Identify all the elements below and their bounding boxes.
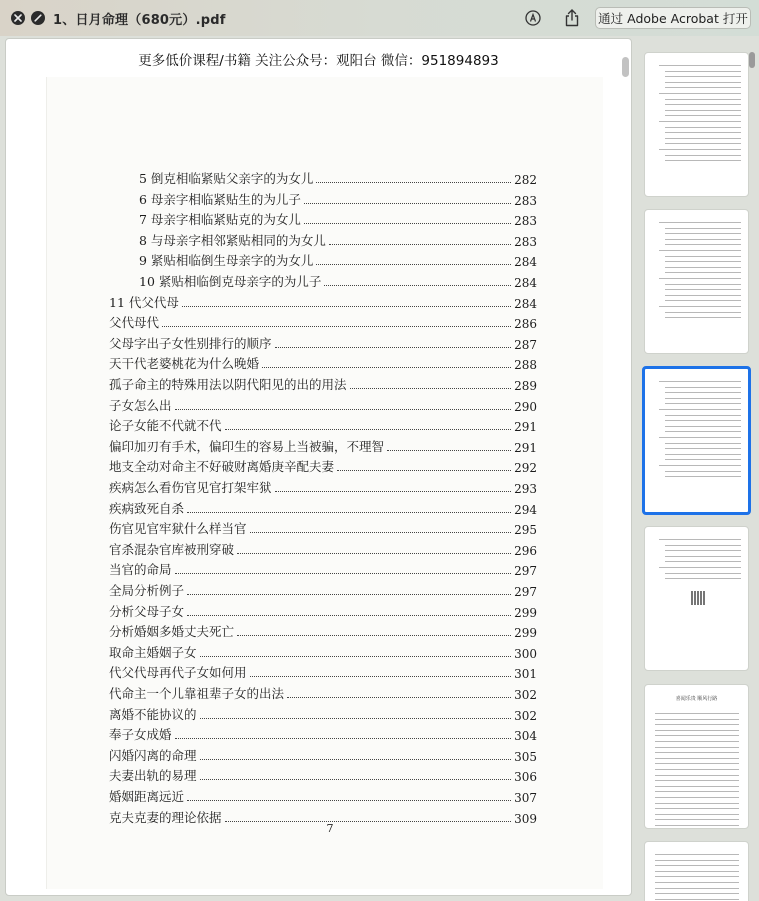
- toc-entry-page: 293: [514, 482, 537, 496]
- thumbnail-text-line: [665, 550, 741, 551]
- thumbnail-text-line: [665, 104, 741, 105]
- thumbnail-text-line: [665, 454, 741, 455]
- toc-leader-dots: [200, 779, 512, 780]
- thumbnail-text-line: [655, 780, 739, 781]
- toc-entry-label: 克夫克妻的理论依据: [109, 809, 222, 825]
- title-bar: [0, 0, 759, 36]
- toc-leader-dots: [175, 573, 512, 574]
- thumbnail-text-line: [665, 87, 741, 88]
- thumbnail-text-line: [655, 763, 739, 764]
- thumbnail-text-line: [665, 289, 741, 290]
- toc-entry-page: 295: [514, 523, 537, 538]
- toc-entry-label: 11 代父代母: [109, 294, 179, 310]
- thumbnail-text-line: [665, 578, 741, 579]
- thumbnail-text-line: [665, 272, 741, 273]
- page-thumbnail-4[interactable]: [644, 526, 749, 671]
- toc-entry-page: 283: [514, 193, 537, 208]
- toc-entry-page: 297: [514, 585, 537, 599]
- page-header: 更多低价课程/书籍 关注公众号：观阳台 微信：951894893: [138, 53, 499, 69]
- toc-entry-page: 284: [514, 255, 537, 270]
- toc-leader-dots: [324, 285, 511, 286]
- thumbnail-text-line: [655, 730, 739, 731]
- toc-entry-page: 282: [514, 173, 537, 187]
- toc-entry-page: 296: [514, 543, 537, 558]
- scanned-page: [46, 77, 603, 889]
- thumbnail-text-line: [659, 381, 741, 382]
- toc-entry-label: 父代母代: [109, 315, 160, 331]
- thumbnail-text-line: [655, 814, 739, 815]
- thumbnail-text-line: [659, 65, 741, 66]
- toc-leader-dots: [187, 512, 511, 513]
- thumbnail-text-line: [655, 713, 739, 714]
- open-in-acrobat-button[interactable]: 通过 Adobe Acrobat 打开: [595, 7, 751, 29]
- thumbnail-text-line: [655, 825, 739, 826]
- toc-leader-dots: [225, 429, 512, 430]
- thumbnail-text-line: [665, 115, 741, 116]
- toc-entry-label: 6 母亲字相临紧贴生的为儿子: [139, 191, 301, 207]
- thumbnail-text-line: [655, 724, 739, 725]
- thumbnail-text-line: [655, 893, 739, 894]
- thumbnail-text-line: [655, 747, 739, 748]
- toc-entry: [109, 620, 537, 640]
- toc-entry-label: 闪婚闪离的命理: [109, 747, 197, 763]
- thumbnail-text-line: [655, 803, 739, 804]
- toc-entry-label: 伤官见官牢狱什么样当官: [109, 521, 247, 537]
- thumbnail-text-line: [659, 306, 741, 307]
- toc-leader-dots: [316, 182, 511, 183]
- thumbnail-text-line: [665, 99, 741, 100]
- thumbnail-text-line: [665, 556, 741, 557]
- toc-entry-label: 8 与母亲字相邻紧贴相同的为女儿: [139, 232, 326, 248]
- toc-entry-label: 7 母亲字相临紧贴克的为女儿: [139, 212, 301, 228]
- thumbnail-text-line: [655, 752, 739, 753]
- toc-entry-page: 291: [514, 420, 537, 435]
- thumbnail-text-line: [659, 222, 741, 223]
- toc-leader-dots: [237, 553, 511, 554]
- thumbnail-text-line: [665, 392, 741, 393]
- page-thumbnail-3[interactable]: [642, 366, 751, 515]
- thumbnail-text-line: [665, 155, 741, 156]
- toc-entry-page: 300: [514, 646, 537, 661]
- page-thumbnail-1[interactable]: [644, 52, 749, 197]
- thumbnail-text-line: [665, 448, 741, 449]
- page-thumbnail-6[interactable]: [644, 841, 749, 901]
- thumbnail-text-line: [655, 791, 739, 792]
- thumbnail-text-line: [665, 300, 741, 301]
- toc-entry-label: 当官的命局: [109, 562, 172, 578]
- thumbnail-text-line: [655, 882, 739, 883]
- thumbnail-text-line: [665, 312, 741, 313]
- thumbnail-text-line: [665, 459, 741, 460]
- thumbnail-text-line: [655, 797, 739, 798]
- toc-entry: [109, 332, 537, 352]
- toc-entry-label: 5 倒克相临紧贴父亲字的为女儿: [139, 171, 314, 186]
- toc-leader-dots: [250, 676, 512, 677]
- sidebar-scrollbar[interactable]: [749, 52, 755, 68]
- toc-entry: [109, 579, 537, 599]
- thumbnail-text-line: [655, 808, 739, 809]
- toc-entry-label: 地支全动对命主不好破财离婚庚辛配夫妻: [109, 459, 335, 475]
- toc-entry-page: 283: [514, 234, 537, 249]
- toc-leader-dots: [187, 800, 511, 801]
- thumbnail-text-line: [655, 769, 739, 770]
- toc-entry-page: 292: [514, 461, 537, 476]
- thumbnail-text-line: [659, 278, 741, 279]
- thumbnail-text-line: [659, 93, 741, 94]
- toc-entry-page: 294: [514, 502, 537, 517]
- thumbnail-text-line: [665, 415, 741, 416]
- toc-entry: [109, 311, 537, 331]
- close-icon[interactable]: [11, 11, 25, 25]
- thumbnail-text-line: [665, 261, 741, 262]
- toc-entry-page: 286: [514, 317, 537, 332]
- thumbnail-text-line: [665, 387, 741, 388]
- toc-leader-dots: [329, 244, 511, 245]
- toc-entry-label: 婚姻距离远近: [109, 789, 185, 804]
- page-number: 7: [326, 822, 334, 835]
- toc-entry: [109, 785, 537, 805]
- thumbnail-text-line: [655, 899, 739, 900]
- toc-entry-label: 疾病怎么看伤官见官打架牢狱: [109, 480, 272, 495]
- toc-leader-dots: [275, 491, 512, 492]
- toc-entry-label: 奉子女成婚: [109, 727, 172, 743]
- thumbnail-text-line: [659, 539, 741, 540]
- thumbnail-text-line: [659, 437, 741, 438]
- toc-leader-dots: [200, 656, 512, 657]
- thumbnail-text-line: [665, 244, 741, 245]
- thumbnail-text-line: [665, 443, 741, 444]
- toc-entry-page: 299: [514, 605, 537, 620]
- toc-entry-label: 疾病致死自杀: [109, 500, 185, 516]
- thumbnail-text-line: [655, 819, 739, 820]
- thumbnail-text-line: [665, 295, 741, 296]
- toc-entry: [109, 476, 537, 496]
- toc-entry-label: 论子女能不代就不代: [109, 418, 222, 434]
- toc-entry-page: 307: [514, 791, 537, 805]
- window-title: 1、日月命理（680元）.pdf: [53, 13, 226, 28]
- toc-leader-dots: [250, 532, 512, 533]
- toc-entry-page: 302: [514, 688, 537, 702]
- qr-code-icon: [691, 591, 705, 605]
- toc-entry-label: 子女怎么出: [109, 397, 172, 413]
- toc-entry: [109, 394, 537, 414]
- thumbnail-text-line: [665, 143, 741, 144]
- page-thumbnail-2[interactable]: [644, 209, 749, 354]
- document-viewer[interactable]: [5, 38, 632, 896]
- toc-entry: [109, 455, 537, 475]
- thumbnail-text-line: [665, 420, 741, 421]
- toc-entry-label: 父母字出子女性别排行的顺序: [109, 335, 272, 351]
- thumbnail-text-line: [655, 876, 739, 877]
- toc-entry: [109, 352, 537, 372]
- thumbnail-text-line: [665, 476, 741, 477]
- thumbnail-text-line: [665, 71, 741, 72]
- thumbnail-text-line: [655, 741, 739, 742]
- thumbnail-sidebar: [636, 38, 759, 901]
- toc-entry: [109, 435, 537, 455]
- toc-entry: [109, 744, 537, 764]
- thumbnail-text-line: [665, 267, 741, 268]
- toc-entry: [109, 517, 537, 537]
- thumbnail-text-line: [655, 871, 739, 872]
- toc-entry: [109, 723, 537, 743]
- thumbnail-text-line: [665, 233, 741, 234]
- toc-entry: [109, 641, 537, 661]
- toc-entry: [139, 167, 537, 187]
- thumbnail-text-line: [665, 471, 741, 472]
- minimize-icon[interactable]: [31, 11, 45, 25]
- thumbnail-text-line: [665, 228, 741, 229]
- toc-entry-page: 309: [514, 811, 537, 826]
- toc-leader-dots: [304, 203, 511, 204]
- toc-entry-label: 分析婚姻多婚丈夫死亡: [109, 624, 235, 640]
- toc-entry-page: 302: [514, 708, 537, 723]
- thumbnail-text-line: [665, 127, 741, 128]
- toc-leader-dots: [304, 223, 511, 224]
- thumbnail-text-line: [665, 239, 741, 240]
- thumbnail-text-line: [665, 284, 741, 285]
- toc-entry: [109, 497, 537, 517]
- thumbnail-text-line: [655, 758, 739, 759]
- toc-leader-dots: [175, 738, 512, 739]
- thumbnail-title: 喜闻乐贵 顺风行路: [675, 696, 718, 702]
- thumbnail-text-line: [665, 426, 741, 427]
- thumbnail-text-line: [665, 317, 741, 318]
- toc-leader-dots: [162, 326, 511, 327]
- thumbnail-text-line: [655, 786, 739, 787]
- toc-entry-label: 10 紧贴相临倒克母亲字的为儿子: [139, 274, 322, 289]
- toc-leader-dots: [200, 718, 512, 719]
- share-icon[interactable]: [562, 8, 582, 28]
- toc-leader-dots: [187, 615, 511, 616]
- thumbnail-text-line: [655, 854, 739, 855]
- toc-entry-label: 全局分析例子: [109, 583, 185, 598]
- thumbnail-text-line: [665, 573, 741, 574]
- toc-entry-page: 299: [514, 626, 537, 641]
- thumbnail-text-line: [665, 132, 741, 133]
- toc-entry-page: 290: [514, 399, 537, 414]
- toc-leader-dots: [316, 264, 511, 265]
- thumbnail-text-line: [659, 567, 741, 568]
- toc-entry-label: 分析父母子女: [109, 603, 185, 619]
- toc-entry-page: 305: [514, 749, 537, 764]
- thumbnail-text-line: [655, 860, 739, 861]
- toc-leader-dots: [337, 470, 511, 471]
- toc-entry: [109, 661, 537, 681]
- toc-entry-label: 代父代母再代子女如何用: [109, 665, 247, 681]
- toc-entry-page: 301: [514, 667, 537, 682]
- thumbnail-text-line: [665, 561, 741, 562]
- toc-entry-page: 297: [514, 564, 537, 579]
- thumbnail-text-line: [665, 398, 741, 399]
- markup-icon[interactable]: [523, 8, 543, 28]
- toc-leader-dots: [275, 347, 512, 348]
- thumbnail-text-line: [659, 149, 741, 150]
- toc-entry: [109, 682, 537, 702]
- toc-entry-label: 官杀混杂官库被刑穿破: [109, 541, 235, 557]
- thumbnail-text-line: [665, 110, 741, 111]
- thumbnail-text-line: [655, 888, 739, 889]
- toc-entry: [109, 291, 537, 311]
- toc-entry: [139, 229, 537, 249]
- toc-entry: [109, 703, 537, 723]
- thumbnail-text-line: [665, 76, 741, 77]
- thumbnail-text-line: [665, 256, 741, 257]
- toc-entry-page: 287: [514, 337, 537, 352]
- toc-leader-dots: [237, 635, 511, 636]
- toc-entry-label: 天干代老婆桃花为什么晚婚: [109, 356, 260, 372]
- toc-entry-page: 284: [514, 276, 537, 290]
- toc-entry-label: 离婚不能协议的: [109, 706, 197, 722]
- thumbnail-text-line: [655, 775, 739, 776]
- thumbnail-text-line: [665, 138, 741, 139]
- thumbnail-text-line: [659, 409, 741, 410]
- thumbnail-text-line: [655, 865, 739, 866]
- toc-entry-page: 306: [514, 770, 537, 785]
- toc-entry: [109, 414, 537, 434]
- toc-entry-label: 偏印加刃有手术，偏印生的容易上当被骗，不理智: [109, 438, 385, 454]
- toc-leader-dots: [200, 759, 512, 760]
- toc-entry: [109, 558, 537, 578]
- toc-leader-dots: [187, 594, 511, 595]
- toc-leader-dots: [350, 388, 512, 389]
- toc-entry-label: 代命主一个儿靠祖辈子女的出法: [109, 686, 285, 701]
- thumbnail-text-line: [665, 545, 741, 546]
- toc-entry: [109, 538, 537, 558]
- toc-entry: [139, 208, 537, 228]
- thumbnail-text-line: [655, 735, 739, 736]
- toc-entry-label: 孤子命主的特殊用法以阴代阳见的出的用法: [109, 377, 347, 392]
- toc-leader-dots: [182, 306, 511, 307]
- thumbnail-text-line: [665, 160, 741, 161]
- toc-entry-page: 304: [514, 729, 537, 744]
- toc-entry: [139, 270, 537, 290]
- toc-entry-page: 283: [514, 214, 537, 229]
- toc-leader-dots: [175, 409, 512, 410]
- thumbnail-text-line: [665, 431, 741, 432]
- vertical-scrollbar[interactable]: [622, 57, 629, 77]
- toc-leader-dots: [387, 450, 511, 451]
- toc-entry: [139, 249, 537, 269]
- thumbnail-text-line: [659, 121, 741, 122]
- toc-entry: [109, 764, 537, 784]
- thumbnail-text-line: [665, 82, 741, 83]
- toc-entry-page: 288: [514, 358, 537, 373]
- toc-leader-dots: [287, 697, 511, 698]
- toc-entry-label: 夫妻出轨的易理: [109, 768, 197, 784]
- toc-entry-label: 取命主婚姻子女: [109, 644, 197, 660]
- toc-entry-page: 291: [514, 440, 537, 455]
- toc-entry-label: 9 紧贴相临倒生母亲字的为女儿: [139, 253, 314, 269]
- page-thumbnail-5[interactable]: [644, 684, 749, 829]
- toc-entry: [139, 188, 537, 208]
- toc-entry-page: 289: [514, 379, 537, 393]
- toc-leader-dots: [262, 367, 511, 368]
- thumbnail-text-line: [659, 465, 741, 466]
- toc-entry: [109, 373, 537, 393]
- thumbnail-text-line: [655, 719, 739, 720]
- toc-entry-page: 284: [514, 296, 537, 311]
- toc-entry: [109, 600, 537, 620]
- thumbnail-text-line: [659, 250, 741, 251]
- thumbnail-text-line: [665, 403, 741, 404]
